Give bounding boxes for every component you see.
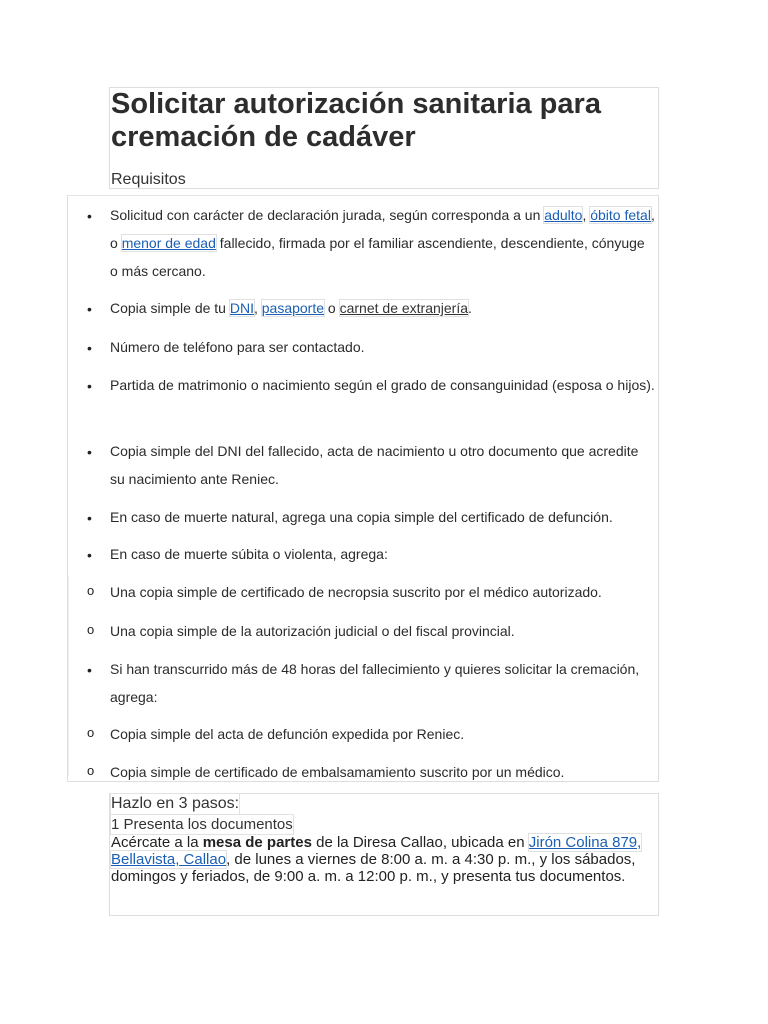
list-item-text: Copia simple del DNI del fallecido, acta de nacimiento u otro documento que acredite su nacimiento ante Reniec. — [110, 443, 639, 487]
text-segment: Copia simple de tu — [110, 300, 230, 316]
circle-bullet-icon: o — [87, 583, 95, 598]
page-title: Solicitar autorización sanitaria para cremación de cadáver — [111, 88, 601, 153]
list-item-text: Copia simple del acta de defunción expedida por Reniec. — [110, 726, 465, 742]
dni-link[interactable]: DNI — [229, 300, 254, 316]
list-item-text: En caso de muerte natural, agrega una copia simple del certificado de defunción. — [110, 509, 613, 525]
address-link[interactable]: Jirón Colina 879, Bellavista, Callao — [111, 834, 642, 868]
bullet-icon: • — [87, 301, 92, 317]
steps-section — [109, 793, 659, 916]
step-1-body — [111, 834, 651, 885]
list-item-text — [110, 201, 655, 285]
circle-bullet-icon: o — [87, 622, 95, 637]
list-item-text — [110, 294, 655, 322]
list-item-text: Copia simple de certificado de embalsamamiento suscrito por un médico. — [110, 764, 565, 780]
pasaporte-link[interactable]: pasaporte — [261, 300, 325, 316]
bullet-icon: • — [87, 662, 92, 678]
list-item-text: Si han transcurrido más de 48 horas del fallecimiento y quieres solicitar la cremación, agrega: — [110, 661, 640, 705]
menor-de-edad-link[interactable]: menor de edad — [121, 235, 216, 251]
text-segment: , de lunes a viernes de 8:00 a. m. a 4:30 p. m., y los sábados, domingos y feriados, de 9:00 a. m. a 12:00 p. m., y presenta tus documentos. — [111, 851, 636, 885]
list-item-text: Una copia simple de certificado de necropsia suscrito por el médico autorizado. — [110, 584, 602, 600]
list-item-text: Número de teléfono para ser contactado. — [110, 339, 365, 355]
bullet-icon: • — [87, 340, 92, 356]
carnet-extranjeria-link[interactable]: carnet de extranjería — [339, 300, 469, 316]
adulto-link[interactable]: adulto — [544, 207, 583, 223]
circle-bullet-icon: o — [87, 763, 95, 778]
list-item-text: En caso de muerte súbita o violenta, agrega: — [110, 546, 388, 562]
bullet-icon: • — [87, 444, 92, 460]
steps-heading: Hazlo en 3 pasos: — [111, 795, 240, 812]
bullet-icon: • — [87, 510, 92, 526]
list-item-text: Una copia simple de la autorización judicial o del fiscal provincial. — [110, 623, 515, 639]
circle-bullet-icon: o — [87, 725, 95, 740]
text-segment: . — [468, 300, 472, 316]
requirements-list — [67, 195, 659, 782]
list-item-text: Partida de matrimonio o nacimiento según el grado de consanguinidad (esposa o hijos). — [110, 377, 655, 393]
text-segment: Acércate a la — [111, 834, 203, 851]
bullet-icon: • — [87, 547, 92, 563]
bullet-icon: • — [87, 378, 92, 394]
step-1-title: 1 Presenta los documentos — [111, 816, 293, 833]
text-segment: fallecido, firmada por el familiar ascendiente, descendiente, cónyuge o más cercano. — [110, 235, 645, 279]
bullet-icon: • — [87, 208, 92, 224]
obito-fetal-link[interactable]: óbito fetal — [590, 207, 651, 223]
text-segment: Solicitud con carácter de declaración jurada, según corresponda a un — [110, 207, 545, 223]
title-section — [109, 87, 659, 189]
text-segment: , — [582, 207, 591, 223]
mesa-de-partes-label: mesa de partes — [202, 834, 312, 851]
text-segment: de la Diresa Callao, ubicada en — [311, 834, 529, 851]
requisitos-heading: Requisitos — [111, 171, 186, 188]
text-segment: , o — [110, 207, 655, 251]
text-segment: , — [253, 300, 262, 316]
text-segment: o — [324, 300, 340, 316]
list-divider — [68, 576, 69, 776]
